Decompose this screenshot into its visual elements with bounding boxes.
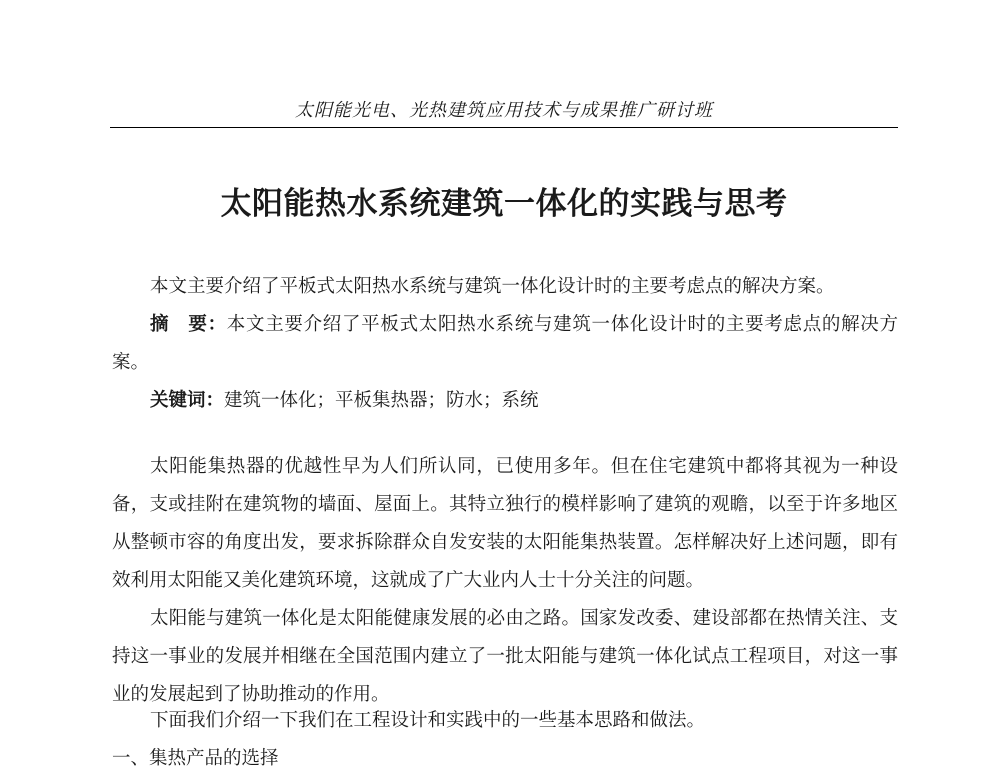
intro-paragraph: 本文主要介绍了平板式太阳热水系统与建筑一体化设计时的主要考虑点的解决方案。 <box>150 276 835 297</box>
abstract-label: 摘 要： <box>150 314 227 335</box>
keywords-text: 建筑一体化；平板集热器；防水；系统 <box>224 390 539 411</box>
body-paragraph-2: 太阳能与建筑一体化是太阳能健康发展的必由之路。国家发改委、建设部都在热情关注、支持这一事业的发展并相继在全国范围内建立了一批太阳能与建筑一体化试点工程项目，对这一事业的发展起到了协助推动的作用。 <box>112 608 898 705</box>
keywords-paragraph <box>112 382 898 420</box>
header-divider <box>110 127 898 128</box>
article-title: 太阳能热水系统建筑一体化的实践与思考 <box>220 186 788 222</box>
running-header: 太阳能光电、光热建筑应用技术与成果推广研讨班 <box>295 100 713 121</box>
keywords-label: 关键词： <box>150 390 225 411</box>
body-paragraph-1: 太阳能集热器的优越性早为人们所认同，已使用多年。但在住宅建筑中都将其视为一种设备，支或挂附在建筑物的墙面、屋面上。其特立独行的模样影响了建筑的观瞻，以至于许多地区从整顿市容的角度出发，要求拆除群众自发安装的太阳能集热装置。怎样解决好上述问题，即有效利用太阳能又美化建筑环境，这就成了广大业内人士十分关注的问题。 <box>112 456 898 591</box>
abstract-paragraph <box>112 306 898 382</box>
body-paragraph-3: 下面我们介绍一下我们在工程设计和实践中的一些基本思路和做法。 <box>150 710 706 731</box>
abstract-text: 本文主要介绍了平板式太阳热水系统与建筑一体化设计时的主要考虑点的解决方案。 <box>112 314 898 373</box>
section-heading: 一、集热产品的选择 <box>112 748 279 769</box>
